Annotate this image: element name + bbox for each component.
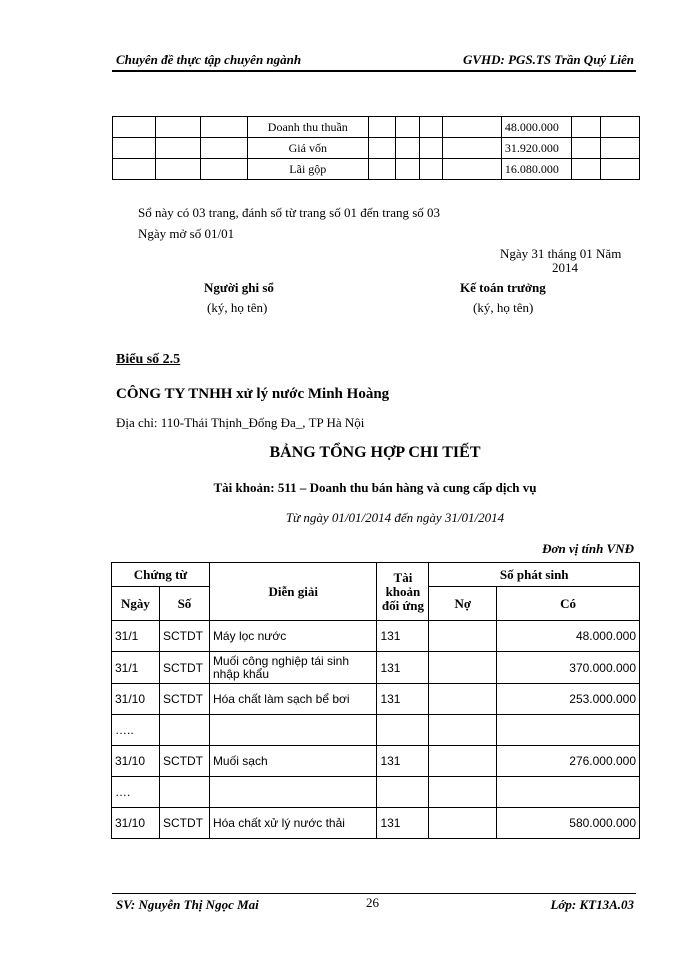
row-account: 131 <box>377 652 429 684</box>
row-credit: 48.000.000 <box>497 621 640 652</box>
row-description: Hóa chất xử lý nước thải <box>209 808 377 839</box>
summary-label: Lãi gộp <box>247 159 369 180</box>
header-credit: Có <box>497 587 640 621</box>
row-number: SCTDT <box>159 621 209 652</box>
summary-row <box>113 159 640 180</box>
header-description: Diễn giải <box>209 563 377 621</box>
row-debit <box>429 652 497 684</box>
table-row <box>112 715 640 746</box>
row-account: 131 <box>377 621 429 652</box>
header-number: Số <box>159 587 209 621</box>
table-row <box>112 808 640 839</box>
report-period: Từ ngày 01/01/2014 đến ngày 31/01/2014 <box>285 510 505 525</box>
row-credit: 580.000.000 <box>497 808 640 839</box>
summary-amount: 48.000.000 <box>501 117 571 138</box>
row-number <box>159 715 209 746</box>
row-description <box>209 777 377 808</box>
summary-label: Doanh thu thuần <box>247 117 369 138</box>
detail-table <box>111 562 640 839</box>
row-credit: 253.000.000 <box>497 684 640 715</box>
company-address: Địa chỉ: 110-Thái Thịnh_Đống Đa_, TP Hà Nội <box>116 415 365 430</box>
report-unit: Đơn vị tính VNĐ <box>542 541 634 556</box>
table-row <box>112 777 640 808</box>
signature-chief-accountant-sub: (ký, họ tên) <box>473 300 534 315</box>
summary-row <box>113 117 640 138</box>
row-credit <box>497 777 640 808</box>
summary-label: Giá vốn <box>247 138 369 159</box>
report-account: Tài khoản: 511 – Doanh thu bán hàng và cung cấp dịch vụ <box>213 480 537 495</box>
row-date: 31/1 <box>112 652 160 684</box>
date-line: Ngày 31 tháng 01 Năm <box>500 246 622 261</box>
row-number: SCTDT <box>159 746 209 777</box>
row-date: 31/10 <box>112 684 160 715</box>
header-debit: Nợ <box>429 587 497 621</box>
detail-header-row <box>112 563 640 587</box>
header-left: Chuyên đề thực tập chuyên ngành <box>116 52 302 67</box>
summary-table <box>112 116 640 180</box>
summary-amount: 16.080.000 <box>501 159 571 180</box>
table-row <box>112 621 640 652</box>
row-credit: 370.000.000 <box>497 652 640 684</box>
table-row <box>112 652 640 684</box>
row-debit <box>429 808 497 839</box>
row-number: SCTDT <box>159 684 209 715</box>
row-number: SCTDT <box>159 808 209 839</box>
row-credit <box>497 715 640 746</box>
row-date: 31/10 <box>112 746 160 777</box>
book-note-open-date: Ngày mở số 01/01 <box>138 226 235 241</box>
footer-student: SV: Nguyễn Thị Ngọc Mai <box>116 897 259 912</box>
footer-rule <box>112 893 636 894</box>
signature-recorder-sub: (ký, họ tên) <box>207 300 268 315</box>
row-debit <box>429 777 497 808</box>
row-account: 131 <box>377 684 429 715</box>
row-date: 31/1 <box>112 621 160 652</box>
row-debit <box>429 746 497 777</box>
row-date: 31/10 <box>112 808 160 839</box>
row-number <box>159 777 209 808</box>
summary-amount: 31.920.000 <box>501 138 571 159</box>
row-account: 131 <box>377 808 429 839</box>
signature-chief-accountant-title: Kế toán trưởng <box>460 280 546 295</box>
row-account: 131 <box>377 746 429 777</box>
summary-row <box>113 138 640 159</box>
row-date: ….. <box>112 715 160 746</box>
row-credit: 276.000.000 <box>497 746 640 777</box>
row-account <box>377 715 429 746</box>
row-debit <box>429 715 497 746</box>
header-voucher: Chứng từ <box>112 563 210 587</box>
report-title: BẢNG TỔNG HỢP CHI TIẾT <box>269 444 481 461</box>
company-name: CÔNG TY TNHH xử lý nước Minh Hoàng <box>116 386 390 402</box>
date-year: 2014 <box>552 260 578 275</box>
row-debit <box>429 621 497 652</box>
header-right: GVHD: PGS.TS Trần Quý Liên <box>462 52 634 67</box>
header-arising: Số phát sinh <box>429 563 640 587</box>
exhibit-label: Biểu số 2.5 <box>116 352 181 367</box>
row-account <box>377 777 429 808</box>
row-debit <box>429 684 497 715</box>
row-number: SCTDT <box>159 652 209 684</box>
row-description: Muối công nghiệp tái sinh nhập khẩu <box>209 652 377 684</box>
footer-class: Lớp: KT13A.03 <box>550 897 634 912</box>
table-row <box>112 746 640 777</box>
header-date: Ngày <box>112 587 160 621</box>
row-description: Máy lọc nước <box>209 621 377 652</box>
book-note-pages: Sổ này có 03 trang, đánh số từ trang số 01 đến trang số 03 <box>138 205 441 220</box>
row-description: Muối sạch <box>209 746 377 777</box>
header-account: Tài khoản đối ứng <box>377 563 429 621</box>
row-date: …. <box>112 777 160 808</box>
table-row <box>112 684 640 715</box>
row-description: Hóa chất làm sạch bể bơi <box>209 684 377 715</box>
signature-recorder-title: Người ghi sổ <box>204 280 274 295</box>
header-rule <box>112 70 636 72</box>
footer-page-number: 26 <box>366 895 379 910</box>
row-description <box>209 715 377 746</box>
